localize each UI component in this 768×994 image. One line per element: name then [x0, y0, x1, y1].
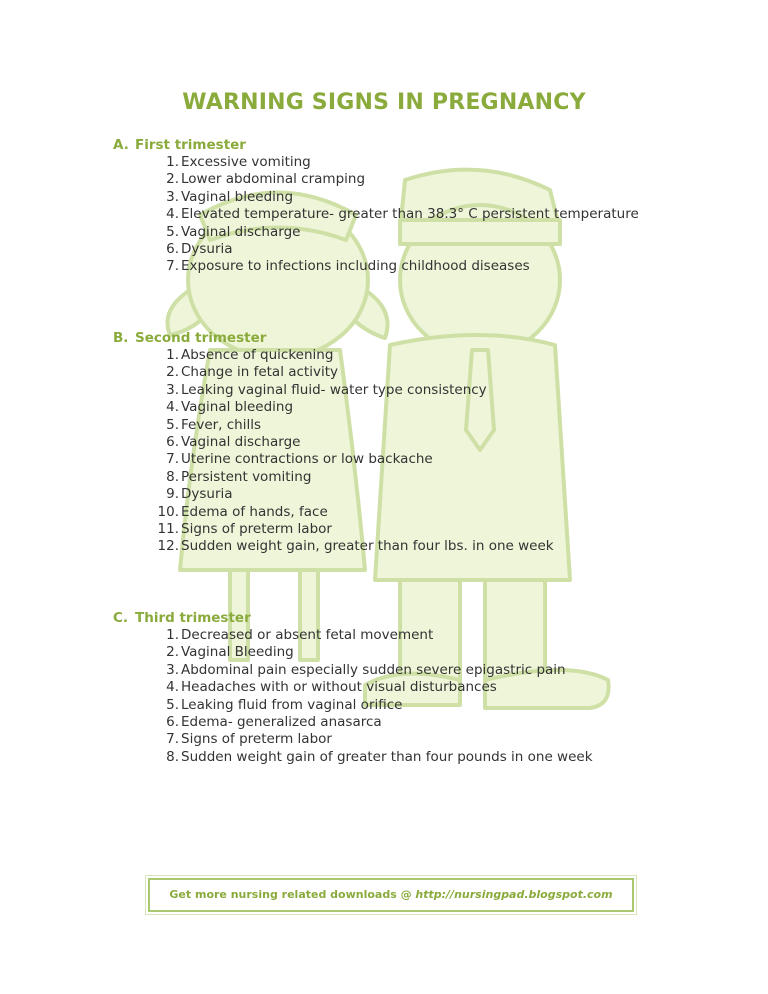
footer-link[interactable]: http://nursingpad.blogspot.com [415, 888, 613, 901]
warning-signs-list [113, 627, 593, 766]
item-number: 7. [166, 258, 179, 275]
list-item [113, 364, 554, 381]
item-number: 2. [166, 364, 179, 381]
footer-banner [148, 878, 634, 912]
list-item [113, 627, 593, 644]
list-item [113, 399, 554, 416]
item-text: Dysuria [181, 240, 233, 257]
section-title: Third trimester [135, 610, 251, 626]
item-number: 7. [166, 451, 179, 468]
item-number: 5. [166, 696, 179, 713]
item-text: Edema- generalized anasarca [181, 713, 382, 730]
list-item [113, 504, 554, 521]
list-item [113, 749, 593, 766]
item-number: 5. [166, 223, 179, 240]
item-text: Sudden weight gain, greater than four lbs. in one week [181, 538, 554, 555]
list-item [113, 679, 593, 696]
item-text: Abdominal pain especially sudden severe epigastric pain [181, 661, 566, 678]
item-text: Fever, chills [181, 416, 262, 433]
item-number: 4. [166, 206, 179, 223]
section-heading [113, 136, 639, 154]
list-item [113, 417, 554, 434]
item-number: 12. [157, 538, 179, 555]
list-item [113, 714, 593, 731]
item-text: Headaches with or without visual disturbances [181, 679, 497, 696]
warning-signs-list [113, 347, 554, 556]
item-number: 1. [166, 627, 179, 643]
item-number: 6. [166, 240, 179, 257]
item-number: 6. [166, 713, 179, 730]
list-item [113, 206, 639, 223]
list-item [113, 258, 639, 275]
item-text: Lower abdominal cramping [181, 171, 366, 188]
section-heading [113, 329, 554, 347]
footer-text: Get more nursing related downloads @ [169, 888, 416, 901]
item-text: Leaking vaginal fluid- water type consistency [181, 381, 487, 398]
list-item [113, 347, 554, 364]
list-item [113, 644, 593, 661]
item-number: 8. [166, 748, 179, 765]
item-text: Change in fetal activity [181, 364, 339, 381]
section-second-trimester [113, 329, 554, 556]
item-text: Dysuria [181, 486, 233, 503]
section-heading [113, 609, 593, 627]
list-item [113, 434, 554, 451]
item-text: Exposure to infections including childhood diseases [181, 258, 530, 275]
list-item [113, 451, 554, 468]
item-text: Signs of preterm labor [181, 731, 332, 748]
item-number: 3. [166, 381, 179, 398]
list-item [113, 224, 639, 241]
item-text: Absence of quickening [181, 347, 334, 363]
item-text: Vaginal bleeding [181, 399, 294, 416]
item-number: 10. [157, 503, 179, 520]
item-text: Sudden weight gain of greater than four pounds in one week [181, 748, 593, 765]
list-item [113, 538, 554, 555]
list-item [113, 521, 554, 538]
item-text: Signs of preterm labor [181, 520, 332, 537]
item-number: 1. [166, 347, 179, 363]
warning-signs-list [113, 154, 639, 276]
list-item [113, 171, 639, 188]
list-item [113, 469, 554, 486]
item-number: 1. [166, 154, 179, 170]
item-number: 7. [166, 731, 179, 748]
section-first-trimester [113, 136, 639, 276]
item-number: 2. [166, 171, 179, 188]
item-number: 11. [157, 520, 179, 537]
list-item [113, 486, 554, 503]
item-text: Uterine contractions or low backache [181, 451, 433, 468]
item-text: Vaginal bleeding [181, 188, 294, 205]
item-text: Decreased or absent fetal movement [181, 627, 434, 643]
list-item [113, 697, 593, 714]
item-text: Vaginal discharge [181, 433, 301, 450]
section-letter: C. [113, 610, 129, 626]
item-number: 5. [166, 416, 179, 433]
item-text: Persistent vomiting [181, 468, 312, 485]
list-item [113, 154, 639, 171]
item-text: Elevated temperature- greater than 38.3° C persistent temperature [181, 206, 639, 223]
list-item [113, 189, 639, 206]
item-text: Vaginal discharge [181, 223, 301, 240]
section-title: First trimester [135, 137, 246, 153]
item-text: Excessive vomiting [181, 154, 311, 170]
section-third-trimester [113, 609, 593, 766]
item-text: Vaginal Bleeding [181, 644, 294, 661]
item-number: 9. [166, 486, 179, 503]
item-number: 6. [166, 433, 179, 450]
section-title: Second trimester [135, 330, 267, 346]
item-number: 2. [166, 644, 179, 661]
item-number: 8. [166, 468, 179, 485]
list-item [113, 662, 593, 679]
list-item [113, 241, 639, 258]
list-item [113, 731, 593, 748]
section-letter: B. [113, 330, 129, 346]
section-letter: A. [113, 137, 129, 153]
item-number: 3. [166, 188, 179, 205]
item-number: 3. [166, 661, 179, 678]
item-text: Leaking fluid from vaginal orifice [181, 696, 403, 713]
item-number: 4. [166, 399, 179, 416]
item-text: Edema of hands, face [181, 503, 328, 520]
item-number: 4. [166, 679, 179, 696]
list-item [113, 382, 554, 399]
page-title: WARNING SIGNS IN PREGNANCY [182, 90, 586, 115]
